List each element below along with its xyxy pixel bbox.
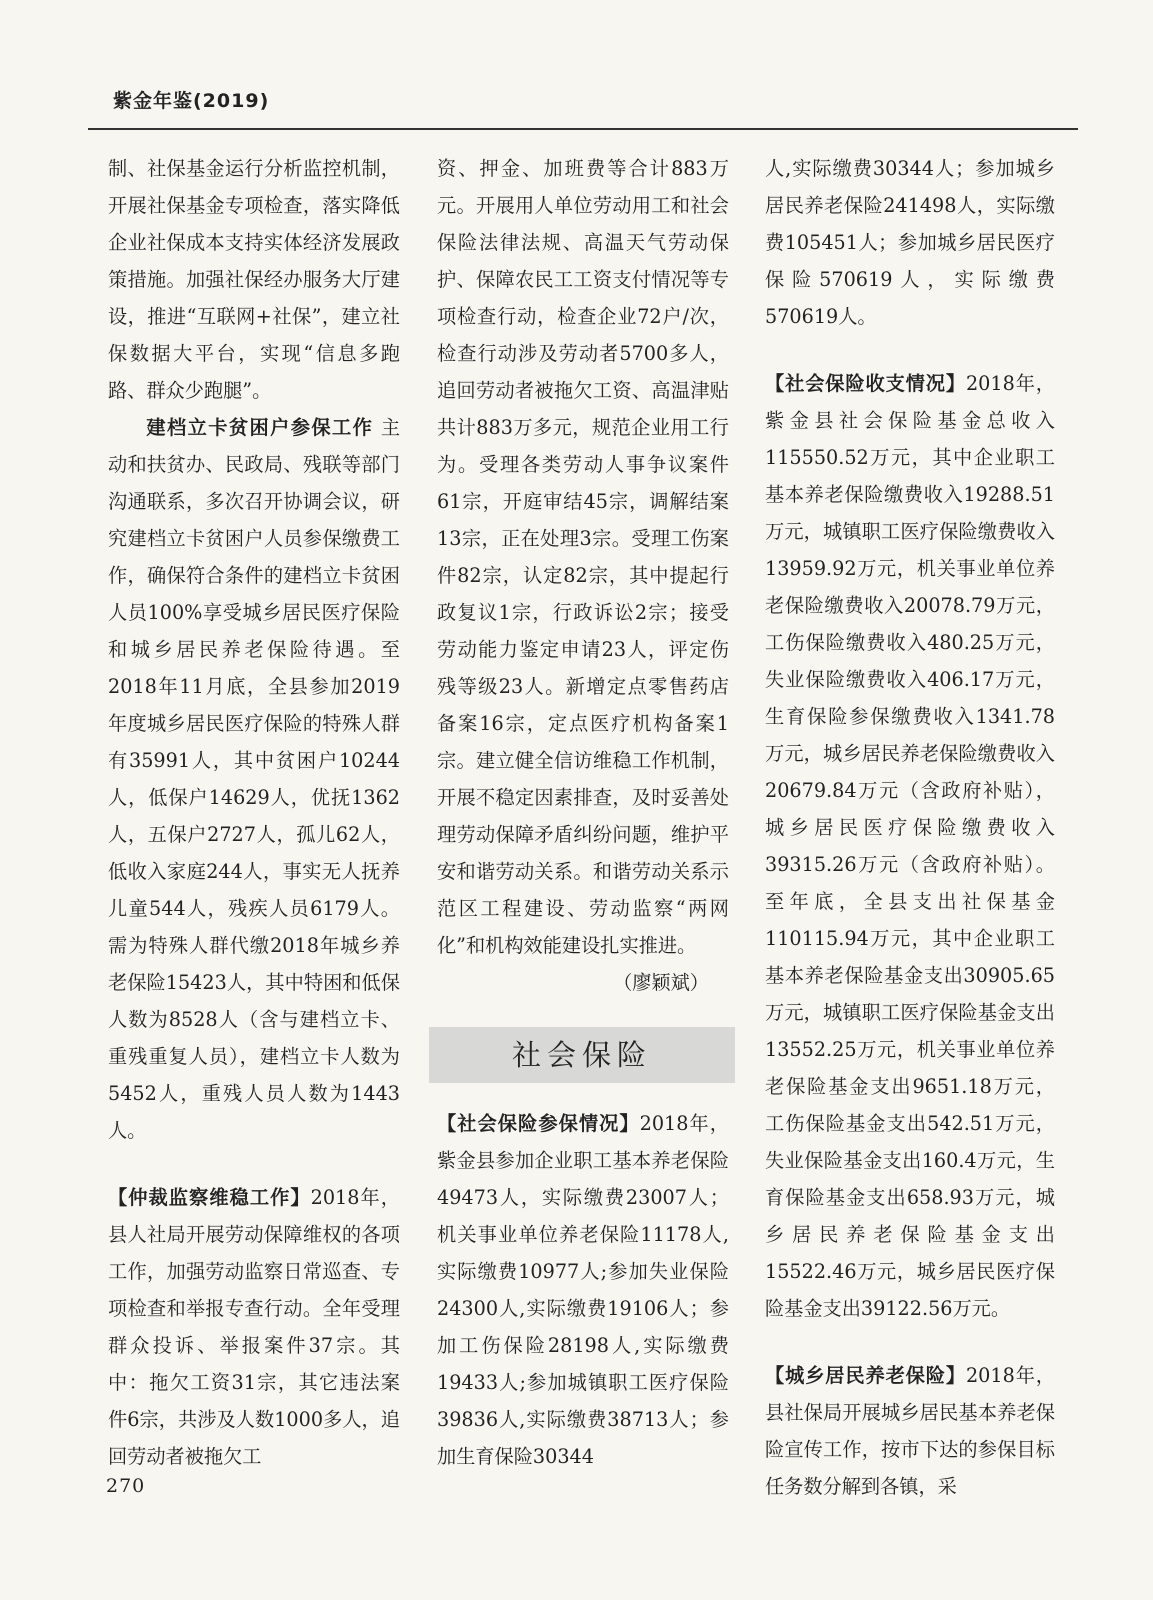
page-number: 270: [106, 1475, 146, 1497]
header-rule: [88, 128, 1078, 130]
paragraph-heading: 【社会保险参保情况】: [437, 1112, 640, 1135]
paragraph-heading: 【仲裁监察维稳工作】: [108, 1186, 311, 1209]
section-title: 社会保险: [429, 1027, 735, 1083]
paragraph-body: 2018年，县人社局开展劳动保障维权的各项工作，加强劳动监察日常巡查、专项检查和举报专查行动。全年受理群众投诉、举报案件37宗。其中：拖欠工资31宗，其它违法案件6宗，共涉及人数1000多人，追回劳动者被拖欠工: [108, 1186, 400, 1468]
paragraph-body: 2018年，县社保局开展城乡居民基本养老保险宣传工作，按市下达的参保目标任务数分解到各镇，采: [765, 1364, 1055, 1498]
paragraph-heading: 建档立卡贫困户参保工作: [146, 416, 374, 439]
column-3: [765, 150, 1055, 1505]
author-credit: （廖颖斌）: [613, 971, 709, 994]
paragraph-heading: 【城乡居民养老保险】: [765, 1364, 966, 1387]
paragraph: [765, 1357, 1055, 1505]
paragraph-body: 2018年，紫金县社会保险基金总收入115550.52万元，其中企业职工基本养老保险缴费收入19288.51万元，城镇职工医疗保险缴费收入13959.92万元，机关事业单位养老保险缴费收入20078.79万元，工伤保险缴费收入480.25万元，失业保险缴费收入406.17万元，生育保险参保缴费收入1341.78万元，城乡居民养老保险缴费收入20679.84万元（含政府补贴），城乡居民医疗保险缴费收入39315.26万元（含政府补贴）。至年底，全县支出社保基金110115.94万元，其中企业职工基本养老保险基金支出30905.65万元，城镇职工医疗保险基金支出13552.25万元，机关事业单位养老保险基金支出9651.18万元，工伤保险基金支出542.51万元，失业保险基金支出160.4万元，生育保险基金支出658.93万元，城乡居民养老保险基金支出15522.46万元，城乡居民医疗保险基金支出39122.56万元。: [765, 372, 1055, 1320]
paragraph: [108, 1179, 400, 1475]
paragraph-body: 主动和扶贫办、民政局、残联等部门沟通联系，多次召开协调会议，研究建档立卡贫困户人员参保缴费工作，确保符合条件的建档立卡贫困人员100%享受城乡居民医疗保险和城乡居民养老保险待遇。至2018年11月底，全县参加2019年度城乡居民医疗保险的特殊人群有35991人，其中贫困户10244人，低保户14629人，优抚1362人，五保户2727人，孤儿62人，低收入家庭244人，事实无人抚养儿童544人，残疾人员6179人。需为特殊人群代缴2018年城乡养老保险15423人，其中特困和低保人数为8528人（含与建档立卡、重残重复人员），建档立卡人数为5452人，重残人员人数为1443人。: [108, 416, 400, 1142]
column-2: [437, 150, 729, 1475]
column-1: [108, 150, 400, 1475]
paragraph: [437, 1105, 729, 1475]
paragraph: [765, 365, 1055, 1327]
paragraph: 人,实际缴费30344人；参加城乡居民养老保险241498人，实际缴费105451人；参加城乡居民医疗保险570619人，实际缴费570619人。: [765, 157, 1055, 328]
paragraph: 资、押金、加班费等合计883万元。开展用人单位劳动用工和社会保险法律法规、高温天气劳动保护、保障农民工工资支付情况等专项检查行动，检查企业72户/次，检查行动涉及劳动者5700多人，追回劳动者被拖欠工资、高温津贴共计883万多元，规范企业用工行为。受理各类劳动人事争议案件61宗，开庭审结45宗，调解结案13宗，正在处理3宗。受理工伤案件82宗，认定82宗，其中提起行政复议1宗，行政诉讼2宗；接受劳动能力鉴定申请23人，评定伤残等级23人。新增定点零售药店备案16宗，定点医疗机构备案1宗。建立健全信访维稳工作机制，开展不稳定因素排查，及时妥善处理劳动保障矛盾纠纷问题，维护平安和谐劳动关系。和谐劳动关系示范区工程建设、劳动监察“两网化”和机构效能建设扎实推进。: [437, 157, 729, 957]
paragraph: [108, 409, 400, 1149]
paragraph-heading: 【社会保险收支情况】: [765, 372, 966, 395]
paragraph-body: 2018年，紫金县参加企业职工基本养老保险49473人，实际缴费23007人；机关事业单位养老保险11178人,实际缴费10977人;参加失业保险24300人,实际缴费19106人；参加工伤保险28198人,实际缴费19433人;参加城镇职工医疗保险39836人,实际缴费38713人；参加生育保险30344: [437, 1112, 729, 1468]
running-head: 紫金年鉴(2019): [113, 90, 270, 112]
section-banner-wrap: [437, 1027, 729, 1105]
paragraph: 制、社保基金运行分析监控机制，开展社保基金专项检查，落实降低企业社保成本支持实体经济发展政策措施。加强社保经办服务大厅建设，推进“互联网+社保”，建立社保数据大平台，实现“信息多跑路、群众少跑腿”。: [108, 157, 400, 402]
